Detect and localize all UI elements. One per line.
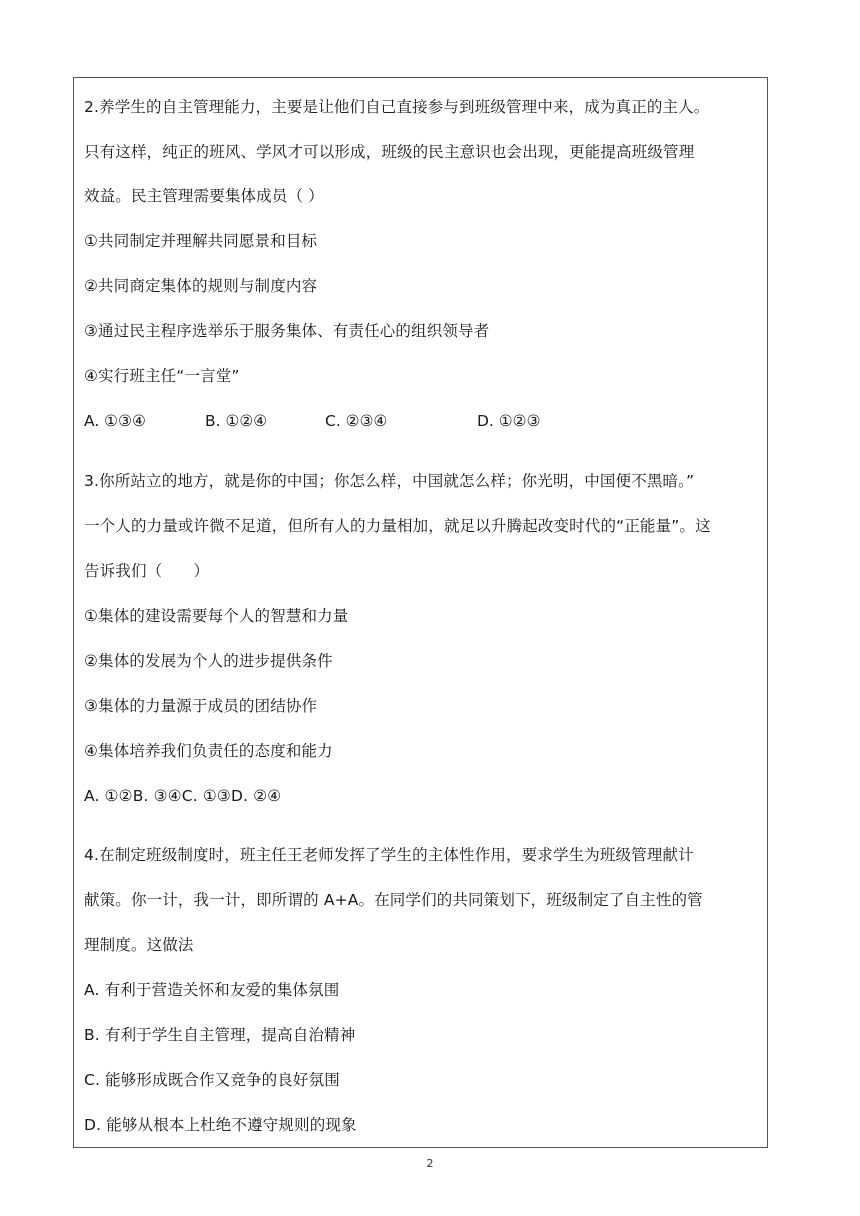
q3-item-3: ③集体的力量源于成员的团结协作: [84, 697, 318, 715]
q2-item-3: ③通过民主程序选举乐于服务集体、有责任心的组织领导者: [84, 322, 490, 340]
q2-stem-line-1: 2.养学生的自主管理能力，主要是让他们自己直接参与到班级管理中来，成为真正的主人。: [84, 98, 710, 116]
q2-item-1: ①共同制定并理解共同愿景和目标: [84, 232, 318, 250]
q3-item-2: ②集体的发展为个人的进步提供条件: [84, 652, 333, 670]
q4-stem-line-3: 理制度。这做法: [84, 936, 194, 954]
q2-stem-line-3: 效益。民主管理需要集体成员（ ）: [84, 187, 324, 205]
q2-option-d[interactable]: D. ①②③: [477, 412, 541, 430]
q2-item-4: ④实行班主任“一言堂”: [84, 367, 240, 385]
page-number: 2: [426, 1157, 434, 1170]
q2-option-b[interactable]: B. ①②④: [205, 412, 268, 430]
q4-stem-line-1: 4.在制定班级制度时，班主任王老师发挥了学生的主体性作用，要求学生为班级管理献计: [84, 846, 694, 864]
q4-option-a[interactable]: A. 有利于营造关怀和友爱的集体氛围: [84, 981, 340, 999]
q4-option-c[interactable]: C. 能够形成既合作又竞争的良好氛围: [84, 1071, 340, 1089]
q2-option-c[interactable]: C. ②③④: [325, 412, 388, 430]
q3-stem-line-1: 3.你所站立的地方，就是你的中国；你怎么样，中国就怎么样；你光明，中国便不黑暗。”: [84, 472, 695, 490]
q2-option-a[interactable]: A. ①③④: [84, 412, 146, 430]
q4-stem-line-2: 献策。你一计，我一计，即所谓的 A+A。在同学们的共同策划下，班级制定了自主性的管: [84, 891, 703, 909]
q3-item-4: ④集体培养我们负责任的态度和能力: [84, 742, 333, 760]
q2-item-2: ②共同商定集体的规则与制度内容: [84, 277, 318, 295]
q3-stem-line-2: 一个人的力量或许微不足道，但所有人的力量相加，就足以升腾起改变时代的“正能量”。这: [84, 517, 711, 535]
q3-stem-line-3: 告诉我们（ ）: [84, 562, 210, 580]
q3-options-line[interactable]: A. ①②B. ③④C. ①③D. ②④: [84, 787, 282, 805]
q3-item-1: ①集体的建设需要每个人的智慧和力量: [84, 607, 349, 625]
q4-option-b[interactable]: B. 有利于学生自主管理，提高自治精神: [84, 1026, 356, 1044]
question-table-cell: [73, 77, 768, 1148]
q4-option-d[interactable]: D. 能够从根本上杜绝不遵守规则的现象: [84, 1116, 357, 1134]
q2-stem-line-2: 只有这样，纯正的班风、学风才可以形成，班级的民主意识也会出现，更能提高班级管理: [84, 143, 695, 161]
